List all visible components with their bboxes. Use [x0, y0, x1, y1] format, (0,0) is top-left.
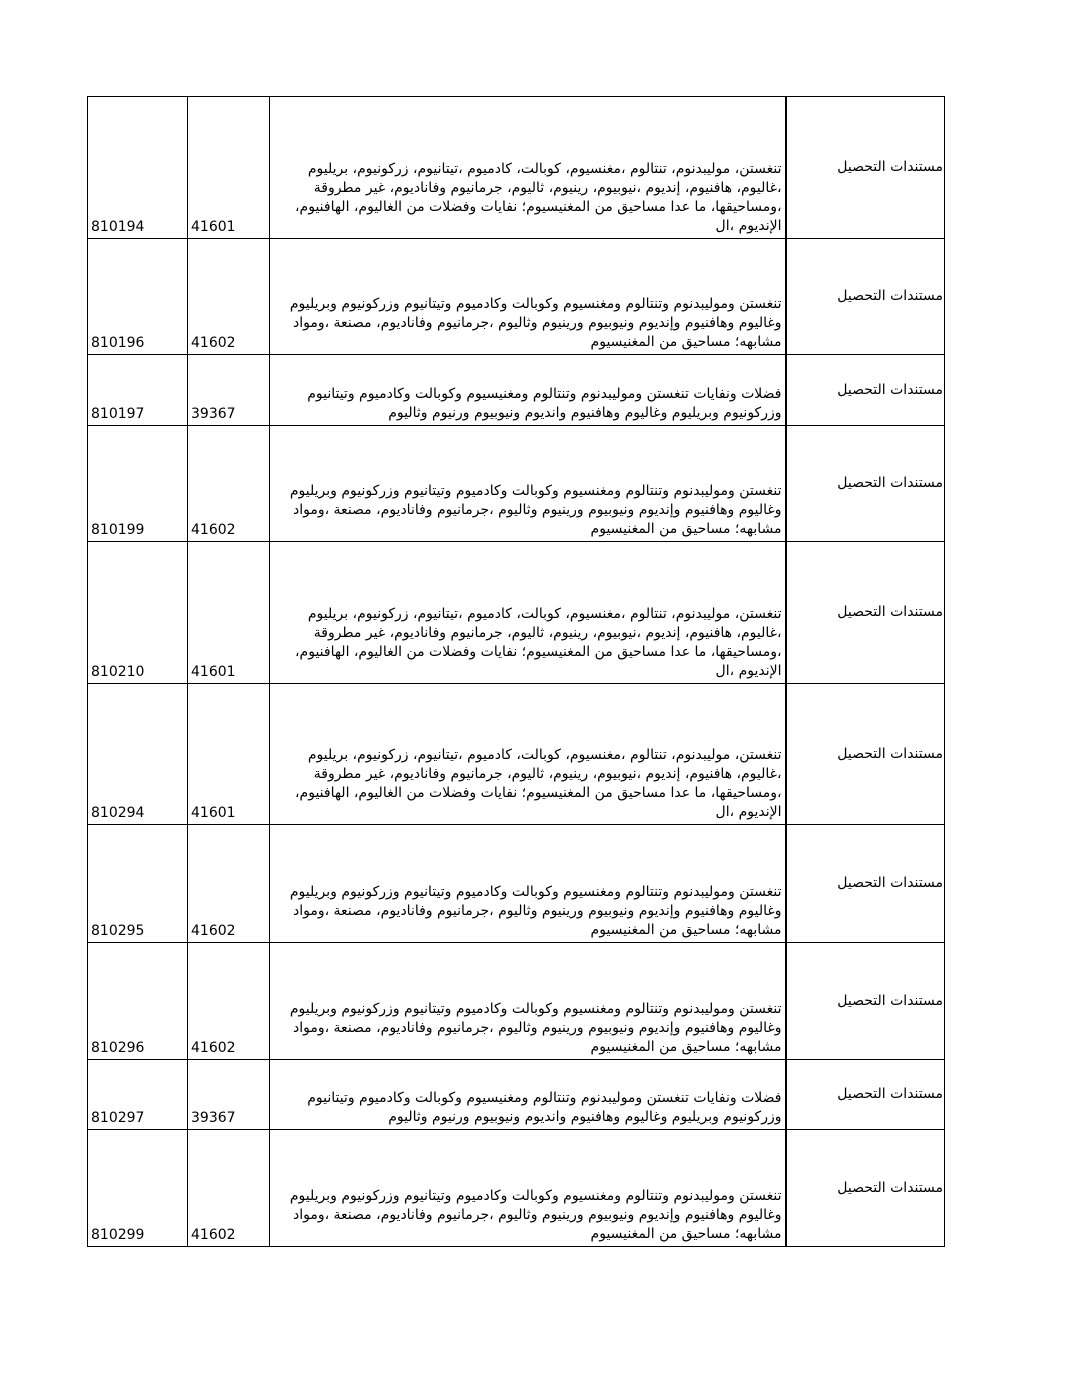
description-cell: تنغستن وموليبدنوم وتنتالوم ومغنسيوم وكوبالت وكادميوم وتيتانيوم وزركونيوم وبريليوم وغاليوم وهافنيوم وإنديوم ونيوبيوم ورينيوم وثاليوم ،جرمانيوم وفاناديوم، مصنعة ،ومواد مشابهه؛ مساحيق من المغنيسيوم	[270, 943, 786, 1060]
reference-number-cell: 39367	[188, 355, 270, 426]
category-cell: مستندات التحصيل	[786, 542, 945, 684]
category-cell: مستندات التحصيل	[786, 1060, 945, 1130]
reference-number-cell: 41602	[188, 825, 270, 943]
table-row	[88, 1130, 945, 1247]
table-row	[88, 239, 945, 355]
reference-number-cell: 41601	[188, 542, 270, 684]
tariff-code-cell: 810194	[88, 97, 188, 239]
description-cell: تنغستن، موليبدنوم، تنتالوم ،مغنسيوم، كوبالت، كادميوم ،تيتانيوم، زركونيوم، بريليوم ،غاليوم، هافنيوم، إنديوم ،نيوبيوم، رينيوم، ثاليوم، جرمانيوم وفاناديوم، غير مطروقة ،ومساحيقها، ما عدا مساحيق من المغنيسيوم؛ نفايات وفضلات من الغاليوم، الهافنيوم، الإنديوم ،ال	[270, 542, 786, 684]
description-cell: تنغستن، موليبدنوم، تنتالوم ،مغنسيوم، كوبالت، كادميوم ،تيتانيوم، زركونيوم، بريليوم ،غاليوم، هافنيوم، إنديوم ،نيوبيوم، رينيوم، ثاليوم، جرمانيوم وفاناديوم، غير مطروقة ،ومساحيقها، ما عدا مساحيق من المغنيسيوم؛ نفايات وفضلات من الغاليوم، الهافنيوم، الإنديوم ،ال	[270, 97, 786, 239]
category-cell: مستندات التحصيل	[786, 1130, 945, 1247]
reference-number-cell: 41602	[188, 1130, 270, 1247]
category-cell: مستندات التحصيل	[786, 943, 945, 1060]
table-row	[88, 825, 945, 943]
tariff-code-cell: 810295	[88, 825, 188, 943]
tariff-code-cell: 810210	[88, 542, 188, 684]
tariff-code-cell: 810294	[88, 684, 188, 825]
description-cell: فضلات ونفايات تنغستن وموليبدنوم وتنتالوم ومغنيسيوم وكوبالت وكادميوم وتيتانيوم وزركونيوم وبريليوم وغاليوم وهافنيوم وانديوم ونيوبيوم ورنيوم وثاليوم	[270, 1060, 786, 1130]
table-row	[88, 1060, 945, 1130]
table-row	[88, 97, 945, 239]
reference-number-cell: 41602	[188, 426, 270, 542]
tariff-code-cell: 810299	[88, 1130, 188, 1247]
reference-number-cell: 41602	[188, 943, 270, 1060]
tariff-code-cell: 810199	[88, 426, 188, 542]
data-table	[87, 96, 945, 1247]
tariff-code-cell: 810297	[88, 1060, 188, 1130]
tariff-code-cell: 810197	[88, 355, 188, 426]
category-cell: مستندات التحصيل	[786, 239, 945, 355]
table-row	[88, 426, 945, 542]
reference-number-cell: 41601	[188, 97, 270, 239]
category-cell: مستندات التحصيل	[786, 426, 945, 542]
table-row	[88, 684, 945, 825]
description-cell: تنغستن وموليبدنوم وتنتالوم ومغنسيوم وكوبالت وكادميوم وتيتانيوم وزركونيوم وبريليوم وغاليوم وهافنيوم وإنديوم ونيوبيوم ورينيوم وثاليوم ،جرمانيوم وفاناديوم، مصنعة ،ومواد مشابهه؛ مساحيق من المغنيسيوم	[270, 426, 786, 542]
category-cell: مستندات التحصيل	[786, 97, 945, 239]
table-row	[88, 542, 945, 684]
category-cell: مستندات التحصيل	[786, 355, 945, 426]
description-cell: تنغستن، موليبدنوم، تنتالوم ،مغنسيوم، كوبالت، كادميوم ،تيتانيوم، زركونيوم، بريليوم ،غاليوم، هافنيوم، إنديوم ،نيوبيوم، رينيوم، ثاليوم، جرمانيوم وفاناديوم، غير مطروقة ،ومساحيقها، ما عدا مساحيق من المغنيسيوم؛ نفايات وفضلات من الغاليوم، الهافنيوم، الإنديوم ،ال	[270, 684, 786, 825]
description-cell: تنغستن وموليبدنوم وتنتالوم ومغنسيوم وكوبالت وكادميوم وتيتانيوم وزركونيوم وبريليوم وغاليوم وهافنيوم وإنديوم ونيوبيوم ورينيوم وثاليوم ،جرمانيوم وفاناديوم، مصنعة ،ومواد مشابهه؛ مساحيق من المغنيسيوم	[270, 825, 786, 943]
reference-number-cell: 41602	[188, 239, 270, 355]
reference-number-cell: 39367	[188, 1060, 270, 1130]
reference-number-cell: 41601	[188, 684, 270, 825]
tariff-code-cell: 810196	[88, 239, 188, 355]
table-row	[88, 943, 945, 1060]
description-cell: تنغستن وموليبدنوم وتنتالوم ومغنسيوم وكوبالت وكادميوم وتيتانيوم وزركونيوم وبريليوم وغاليوم وهافنيوم وإنديوم ونيوبيوم ورينيوم وثاليوم ،جرمانيوم وفاناديوم، مصنعة ،ومواد مشابهه؛ مساحيق من المغنيسيوم	[270, 239, 786, 355]
table-row	[88, 355, 945, 426]
category-cell: مستندات التحصيل	[786, 684, 945, 825]
category-cell: مستندات التحصيل	[786, 825, 945, 943]
tariff-code-cell: 810296	[88, 943, 188, 1060]
description-cell: فضلات ونفايات تنغستن وموليبدنوم وتنتالوم ومغنيسيوم وكوبالت وكادميوم وتيتانيوم وزركونيوم وبريليوم وغاليوم وهافنيوم وانديوم ونيوبيوم ورنيوم وثاليوم	[270, 355, 786, 426]
description-cell: تنغستن وموليبدنوم وتنتالوم ومغنسيوم وكوبالت وكادميوم وتيتانيوم وزركونيوم وبريليوم وغاليوم وهافنيوم وإنديوم ونيوبيوم ورينيوم وثاليوم ،جرمانيوم وفاناديوم، مصنعة ،ومواد مشابهه؛ مساحيق من المغنيسيوم	[270, 1130, 786, 1247]
